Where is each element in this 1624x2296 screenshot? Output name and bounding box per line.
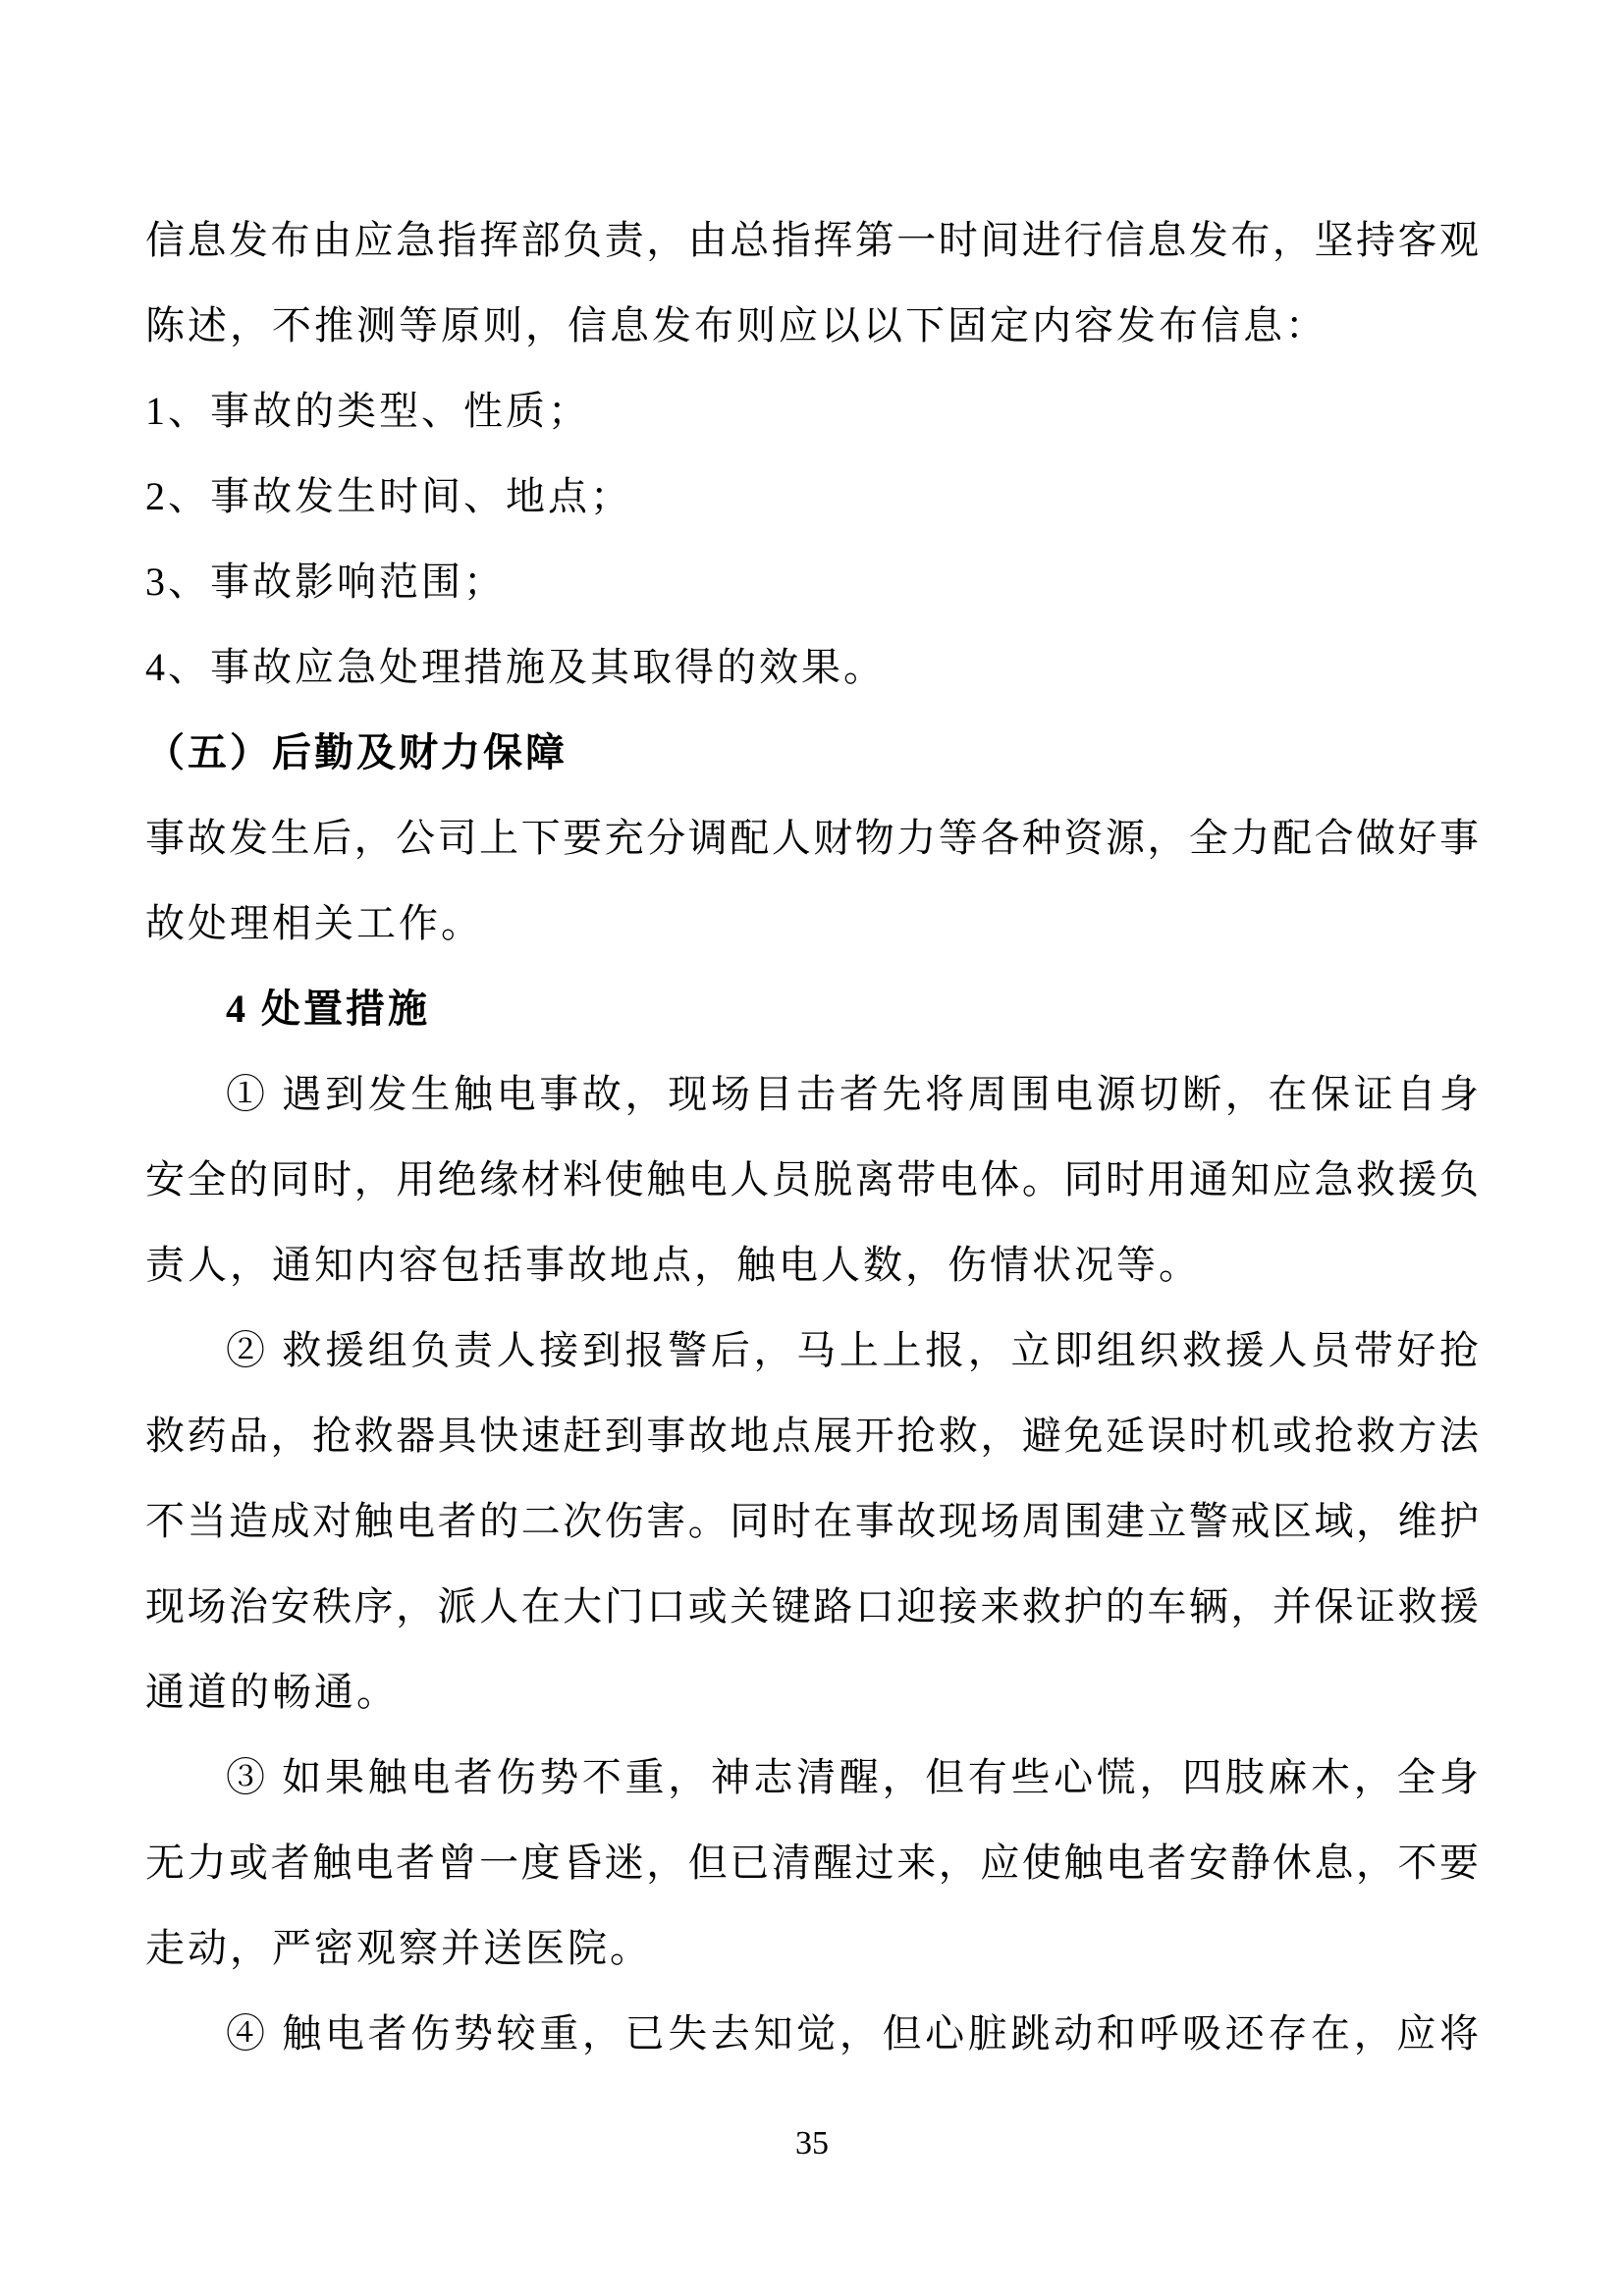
text-line: ④ 触电者伤势较重，已失去知觉，但心脏跳动和呼吸还存在，应将 xyxy=(226,2011,1481,2056)
text-line: 无力或者触电者曾一度昏迷，但已清醒过来，应使触电者安静休息，不要 xyxy=(145,1841,1481,1885)
text-line: 救药品，抢救器具快速赶到事故地点展开抢救，避免延误时机或抢救方法 xyxy=(145,1414,1481,1458)
text-line: ③ 如果触电者伤势不重，神志清醒，但有些心慌，四肢麻木，全身 xyxy=(226,1755,1481,1799)
text-line: （五）后勤及财力保障 xyxy=(145,730,568,774)
text-line: 现场治安秩序，派人在大门口或关键路口迎接来救护的车辆，并保证救援 xyxy=(145,1584,1481,1629)
text-line: 事故发生后，公司上下要充分调配人财物力等各种资源，全力配合做好事 xyxy=(145,816,1481,860)
text-line: ② 救援组负责人接到报警后，马上上报，立即组织救援人员带好抢 xyxy=(226,1328,1481,1372)
text-line: 3、事故影响范围； xyxy=(145,560,506,604)
text-line: 通道的畅通。 xyxy=(145,1670,399,1714)
text-line: 2、事故发生时间、地点； xyxy=(145,474,632,518)
text-line: 不当造成对触电者的二次伤害。同时在事故现场周围建立警戒区域，维护 xyxy=(145,1499,1481,1543)
text-line: 安全的同时，用绝缘材料使触电人员脱离带电体。同时用通知应急救援负 xyxy=(145,1157,1481,1201)
text-line: 信息发布由应急指挥部负责，由总指挥第一时间进行信息发布，坚持客观 xyxy=(145,218,1481,262)
page-number: 35 xyxy=(795,2125,829,2162)
text-line: 故处理相关工作。 xyxy=(145,901,483,945)
text-line: 4、事故应急处理措施及其取得的效果。 xyxy=(145,645,886,689)
text-line: 责人，通知内容包括事故地点，触电人数，伤情状况等。 xyxy=(145,1243,1201,1287)
document-body xyxy=(145,197,1481,2076)
text-line: 4 处置措施 xyxy=(226,987,430,1031)
text-line: ① 遇到发生触电事故，现场目击者先将周围电源切断，在保证自身 xyxy=(226,1072,1481,1116)
text-line: 陈述，不推测等原则，信息发布则应以以下固定内容发布信息： xyxy=(145,303,1327,347)
text-line: 1、事故的类型、性质； xyxy=(145,389,590,433)
text-line: 走动，严密观察并送医院。 xyxy=(145,1926,652,1970)
